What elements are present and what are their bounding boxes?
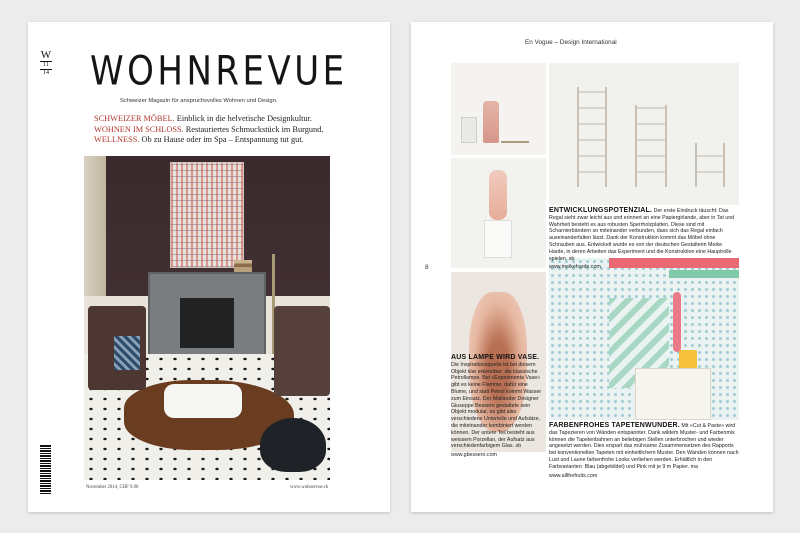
issue-year: 14 <box>40 69 52 77</box>
cover-photo-blanket <box>114 336 140 370</box>
article-tapete <box>549 423 739 479</box>
tagline: Schweizer Magazin für anspruchsvolles Wohnen und Design. <box>120 98 278 104</box>
cover-date-price: November 2014, CHF 9.90 <box>86 485 139 490</box>
photo-folding-shelves <box>549 63 739 205</box>
article-lampe-title: AUS LAMPE WIRD VASE. <box>451 354 540 361</box>
fireplace-opening <box>180 298 234 348</box>
headline-2-body: Restauriertes Schmuckstück im Burgund. <box>183 124 324 134</box>
article-lampe-body: Die Inspirationsquelle ist bei diesem Objekt klar erkennbar: die klassische Petrollampe. Bei «Experimenta Vase» gibt es keine Flamme, dafür eine Blume, und statt Petrol kommt Wasser zum Einsatz. Der Mailänder Designer Giuseppe Bessero gestaltete sein Objekt modular, es gibt also verschiedene Unterteile und Aufsätze, die miteinander kombiniert werden können. Der untere Teil besteht aus weissem Porzellan, der Aufsatz aus verschiedenfarbigem Glas. sb <box>451 361 542 450</box>
headline-1 <box>94 114 374 125</box>
vase-glass-top <box>489 170 507 220</box>
article-entwicklung <box>549 208 739 271</box>
magazine-cover <box>28 22 390 512</box>
headline-1-lead: SCHWEIZER MÖBEL. <box>94 114 175 123</box>
cover-photo-knitted-pouf <box>260 418 326 472</box>
shelf-2 <box>635 105 667 187</box>
pink-utensil <box>673 292 681 352</box>
headline-3 <box>94 135 374 146</box>
article-entwicklung-link[interactable]: www.meikeharde.com <box>549 264 601 271</box>
cover-photo-living-room <box>84 156 330 480</box>
article-page <box>411 22 773 512</box>
article-entwicklung-body: Der erste Eindruck täuscht: Das Regal sieht zwar leicht aus und erinnert an eine Papiergirlande, aber in Tat und Wahrheit besteht es aus robusten Sperrholzplatten. Diese sind mit Scharnierbändern so miteinander verbunden, dass sich das Regal einfach auseinanderfalten lässt. Dank der Konstruktion kommt das Möbel ohne Schrauben aus. Entwickelt wurde es von der deutschen Gestalterin Meike Harde, in deren Arbeiten das Experiment und die Konstruktion eine Hauptrolle spielen. sb <box>549 208 735 262</box>
wallpaper-stripe-green <box>669 270 739 278</box>
cover-photo-fireplace <box>148 272 266 358</box>
vase-pink <box>483 101 499 143</box>
section-rubric: En Vogue – Design International <box>525 39 617 46</box>
issue-letter: W <box>40 49 52 61</box>
photo-lamp-vase <box>451 158 546 268</box>
cover-headlines <box>94 114 374 146</box>
cupboard <box>635 368 711 420</box>
cover-photo-books <box>234 260 252 272</box>
barcode <box>40 444 51 494</box>
cover-photo-armchair-right <box>274 306 330 396</box>
headline-1-body: Einblick in die helvetische Designkultur. <box>174 114 313 123</box>
shelf-1 <box>577 87 607 187</box>
headline-2-lead: WOHNEN IM SCHLOSS. <box>94 124 184 134</box>
vase-white <box>461 117 477 143</box>
cover-website: www.wohnrevue.ch <box>290 485 329 490</box>
vase-porcelain-base <box>484 220 512 258</box>
dried-flowers <box>501 133 529 143</box>
headline-2 <box>94 125 374 136</box>
headline-3-body: Ob zu Hause oder im Spa – Entspannung tut gut. <box>139 135 304 145</box>
yellow-cup <box>679 350 697 370</box>
article-lampe <box>451 355 545 459</box>
article-tapete-body: Mit «Cut & Paste» wird das Tapezieren von Wänden entspannter. Dank wildem Muster- und Farbenmix können die Tapetenbahnen an beliebigen Stellen unterbrochen und wieder angesetzt werden. Dies erspart das mühsame Zusammensetzen des Rapports bei konventionellen Tapeten mit einheitlichem Muster. Den Wänden können nach Lust und Laune farbenfrohe Looks verliehen werden. Erhältlich in den Farbvarianten: Blau (abgebildet) und Pink mit je 9 m Papier. ma <box>549 423 739 470</box>
cover-photo-coffee-table <box>164 384 242 418</box>
article-lampe-link[interactable]: www.gbessero.com <box>451 452 497 459</box>
page-number: 8 <box>425 264 429 271</box>
issue-number: 11 <box>40 61 52 69</box>
article-tapete-title: FARBENFROHES TAPETENWUNDER. <box>549 422 680 429</box>
masthead: WOHNREVUE <box>90 48 348 96</box>
photo-wallpaper-room <box>549 258 739 420</box>
cover-photo-artwork <box>170 162 244 268</box>
article-tapete-link[interactable]: www.allthefruits.com <box>549 472 598 479</box>
shelf-3 <box>695 143 725 187</box>
article-entwicklung-title: ENTWICKLUNGSPOTENZIAL. <box>549 207 653 214</box>
photo-vase-set <box>451 63 546 155</box>
headline-3-lead: WELLNESS. <box>94 135 140 145</box>
issue-badge <box>40 49 52 77</box>
